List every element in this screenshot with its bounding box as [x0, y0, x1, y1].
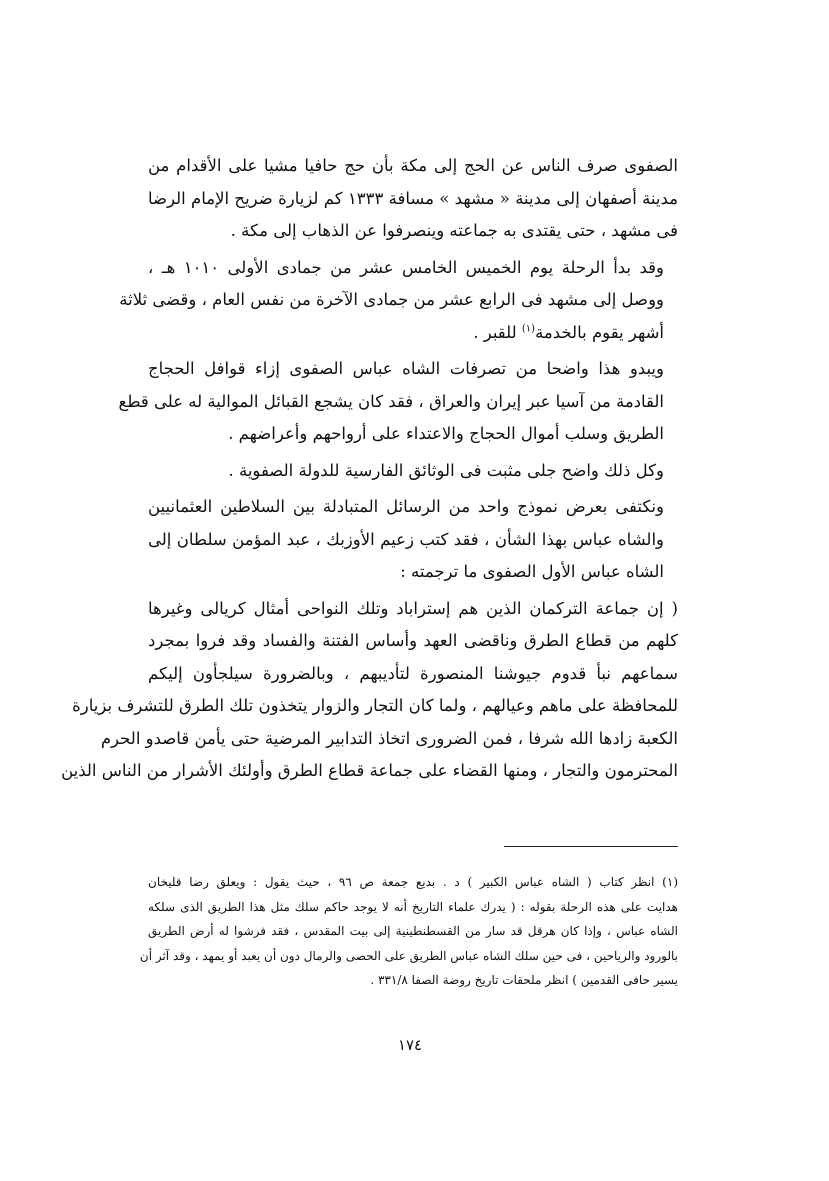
footnote-line: يسير حافى القدمين ) انظر ملحقات تاريخ روضة الصفا ٣٣١/٨ . — [370, 973, 678, 987]
text-fragment: للقبر . — [473, 322, 522, 342]
text-line — [148, 317, 678, 350]
text-line: مدينة أصفهان إلى مدينة « مشهد » مسافة ١٣٣٣ كم لزيارة ضريح الإمام الرضا — [148, 188, 678, 208]
text-line: وقد بدأ الرحلة يوم الخميس الخامس عشر من جمادى الأولى ١٠١٠ هـ ، — [148, 257, 664, 277]
page-number: ١٧٤ — [397, 1036, 423, 1054]
text-line: ( إن جماعة التركمان الذين هم إستراباد وتلك النواحى أمثال كريالى وغيرها — [148, 598, 678, 618]
text-line: الصفوى صرف الناس عن الحج إلى مكة بأن حج حافيا مشيا على الأقدام من — [148, 156, 678, 175]
text-line: كلهم من قطاع الطرق وناقضى العهد وأساس الفتنة والفساد وقد فروا بمجرد — [148, 631, 678, 650]
footnote-line: هدايت على هذه الرحلة بقوله : ( يدرك علماء التاريخ أنه لا يوجد حاكم سلك مثل هذا الطريق الذى سلكه — [148, 899, 678, 914]
text-line: للمحافظة على ماهم وعيالهم ، ولما كان التجار والزوار يتخذون تلك الطرق للتشرف بزيارة — [72, 696, 678, 715]
text-line: القادمة من آسيا عبر إيران والعراق ، فقد كان يشجع القبائل الموالية له على قطع — [118, 391, 664, 411]
text-line: المحترمون والتجار ، ومنها القضاء على جماعة قطاع الطرق وأولئك الأشرار من الناس الذين — [61, 761, 678, 780]
paragraph-1 — [148, 150, 678, 248]
paragraph-3 — [118, 353, 678, 451]
footnote-line: (١) انظر كتاب ( الشاه عباس الكبير ) د . بديع جمعة ص ٩٦ ، حيث يقول : ويعلق رضا قليخان — [148, 875, 678, 889]
text-line: ويبدو هذا واضحا من تصرفات الشاه عباس الصفوى إزاء قوافل الحجاج — [148, 359, 664, 378]
paragraph-5 — [148, 491, 678, 589]
text-line: الكعبة زادها الله شرفا ، فمن الضرورى اتخاذ التدابير المرضية حتى يأمن قاصدو الحرم — [100, 728, 678, 748]
text-line: وكل ذلك واضح جلى مثبت فى الوثائق الفارسية للدولة الصفوية . — [228, 460, 664, 480]
quoted-letter — [61, 593, 678, 788]
text-line: ووصل إلى مشهد فى الرابع عشر من جمادى الآخرة من نفس العام ، وقضى ثلاثة — [119, 290, 664, 309]
paragraph-2 — [119, 252, 678, 350]
footnotes — [139, 870, 678, 993]
footnote-separator — [504, 846, 678, 847]
footnote-line: الشاه عباس ، وإذا كان هرقل قد سار من القسطنطينية إلى بيت المقدس ، فقد فرشوا له أرض الطريق — [148, 924, 678, 938]
footnote-reference[interactable]: (١) — [521, 323, 536, 334]
text-line: سماعهم نبأ قدوم جيوشنا المنصورة لتأديبهم ، وبالضرورة سيلجأون إليكم — [148, 663, 678, 683]
text-line: والشاه عباس بهذا الشأن ، فقد كتب زعيم الأوزبك ، عبد المؤمن سلطان إلى — [148, 529, 664, 549]
text-fragment: أشهر يقوم بالخدمة — [535, 322, 664, 342]
paragraph-4 — [148, 455, 678, 488]
footnote-line: بالورود والرياحين ، فى حين سلك الشاه عباس الطريق على الحصى والرمال دون أن يعبد أو يمهد ، وقد آثر أن — [139, 948, 678, 963]
text-line: فى مشهد ، حتى يقتدى به جماعته وينصرفوا عن الذهاب إلى مكة . — [230, 221, 678, 240]
text-line: ونكتفى بعرض نموذج واحد من الرسائل المتبادلة بين السلاطين العثمانيين — [148, 497, 664, 516]
text-line: الطريق وسلب أموال الحجاج والاعتداء على أرواحهم وأعراضهم . — [228, 424, 664, 443]
text-line: الشاه عباس الأول الصفوى ما ترجمته : — [400, 562, 664, 581]
main-text — [61, 150, 678, 788]
